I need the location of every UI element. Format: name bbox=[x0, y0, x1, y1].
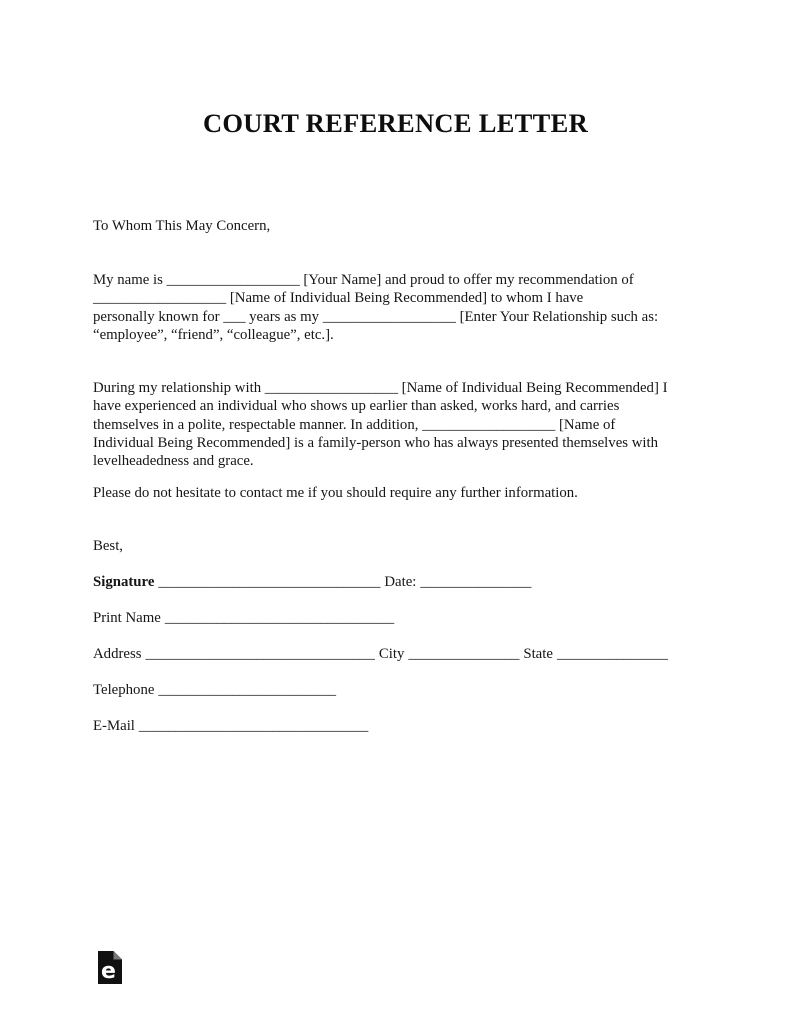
email-label: E-Mail bbox=[93, 718, 135, 734]
email-blank: _______________________________ bbox=[138, 718, 369, 734]
paragraph-line: Individual Being Recommended] is a family-person who has always presented themselves with bbox=[93, 434, 659, 451]
closing-paragraph: Please do not hesitate to contact me if you should require any further information. bbox=[93, 485, 578, 501]
paragraph-line: “employee”, “friend”, “colleague”, etc.]. bbox=[93, 326, 334, 343]
address-label: Address bbox=[93, 646, 142, 662]
paragraph-line: __________________ [Name of Individual Being Recommended] to whom I have bbox=[93, 290, 584, 307]
address-row bbox=[93, 645, 713, 663]
print-name-row bbox=[93, 609, 713, 627]
paragraph-line: have experienced an individual who shows up earlier than asked, works hard, and carries bbox=[93, 398, 620, 415]
date-label: Date: bbox=[384, 574, 417, 590]
print-name-label: Print Name bbox=[93, 610, 161, 626]
paragraph-line: levelheadedness and grace. bbox=[93, 453, 254, 470]
paragraph-line: During my relationship with __________________ [Name of Individual Being Recommended] I bbox=[93, 380, 668, 396]
salutation: To Whom This May Concern, bbox=[93, 218, 271, 234]
paragraph-2 bbox=[93, 379, 713, 470]
email-row bbox=[93, 717, 713, 735]
signature-label: Signature bbox=[93, 574, 155, 590]
paragraph-line: My name is __________________ [Your Name] and proud to offer my recommendation of bbox=[93, 272, 634, 288]
eforms-logo bbox=[98, 951, 122, 984]
print-name-blank: _______________________________ bbox=[164, 610, 395, 626]
signature-blank: ______________________________ bbox=[158, 574, 381, 590]
telephone-row bbox=[93, 681, 713, 699]
address-blank: _______________________________ bbox=[145, 646, 375, 662]
city-blank: _______________ bbox=[408, 646, 520, 662]
paragraph-line: personally known for ___ years as my __________________ [Enter Your Relationship such as: bbox=[93, 308, 659, 325]
date-blank: _______________ bbox=[420, 574, 532, 590]
valediction: Best, bbox=[93, 538, 124, 554]
logo-letter: e bbox=[101, 959, 116, 984]
state-label: State bbox=[523, 646, 553, 662]
signature-row bbox=[93, 573, 713, 591]
telephone-label: Telephone bbox=[93, 682, 155, 698]
city-label: City bbox=[378, 646, 405, 662]
telephone-blank: ________________________ bbox=[158, 682, 336, 698]
paragraph-line: themselves in a polite, respectable manner. In addition, __________________ [Name of bbox=[93, 416, 616, 433]
paragraph-1 bbox=[93, 271, 713, 344]
letter-title: COURT REFERENCE LETTER bbox=[202, 108, 589, 138]
state-blank: _______________ bbox=[556, 646, 668, 662]
document-page-icon bbox=[98, 951, 122, 984]
